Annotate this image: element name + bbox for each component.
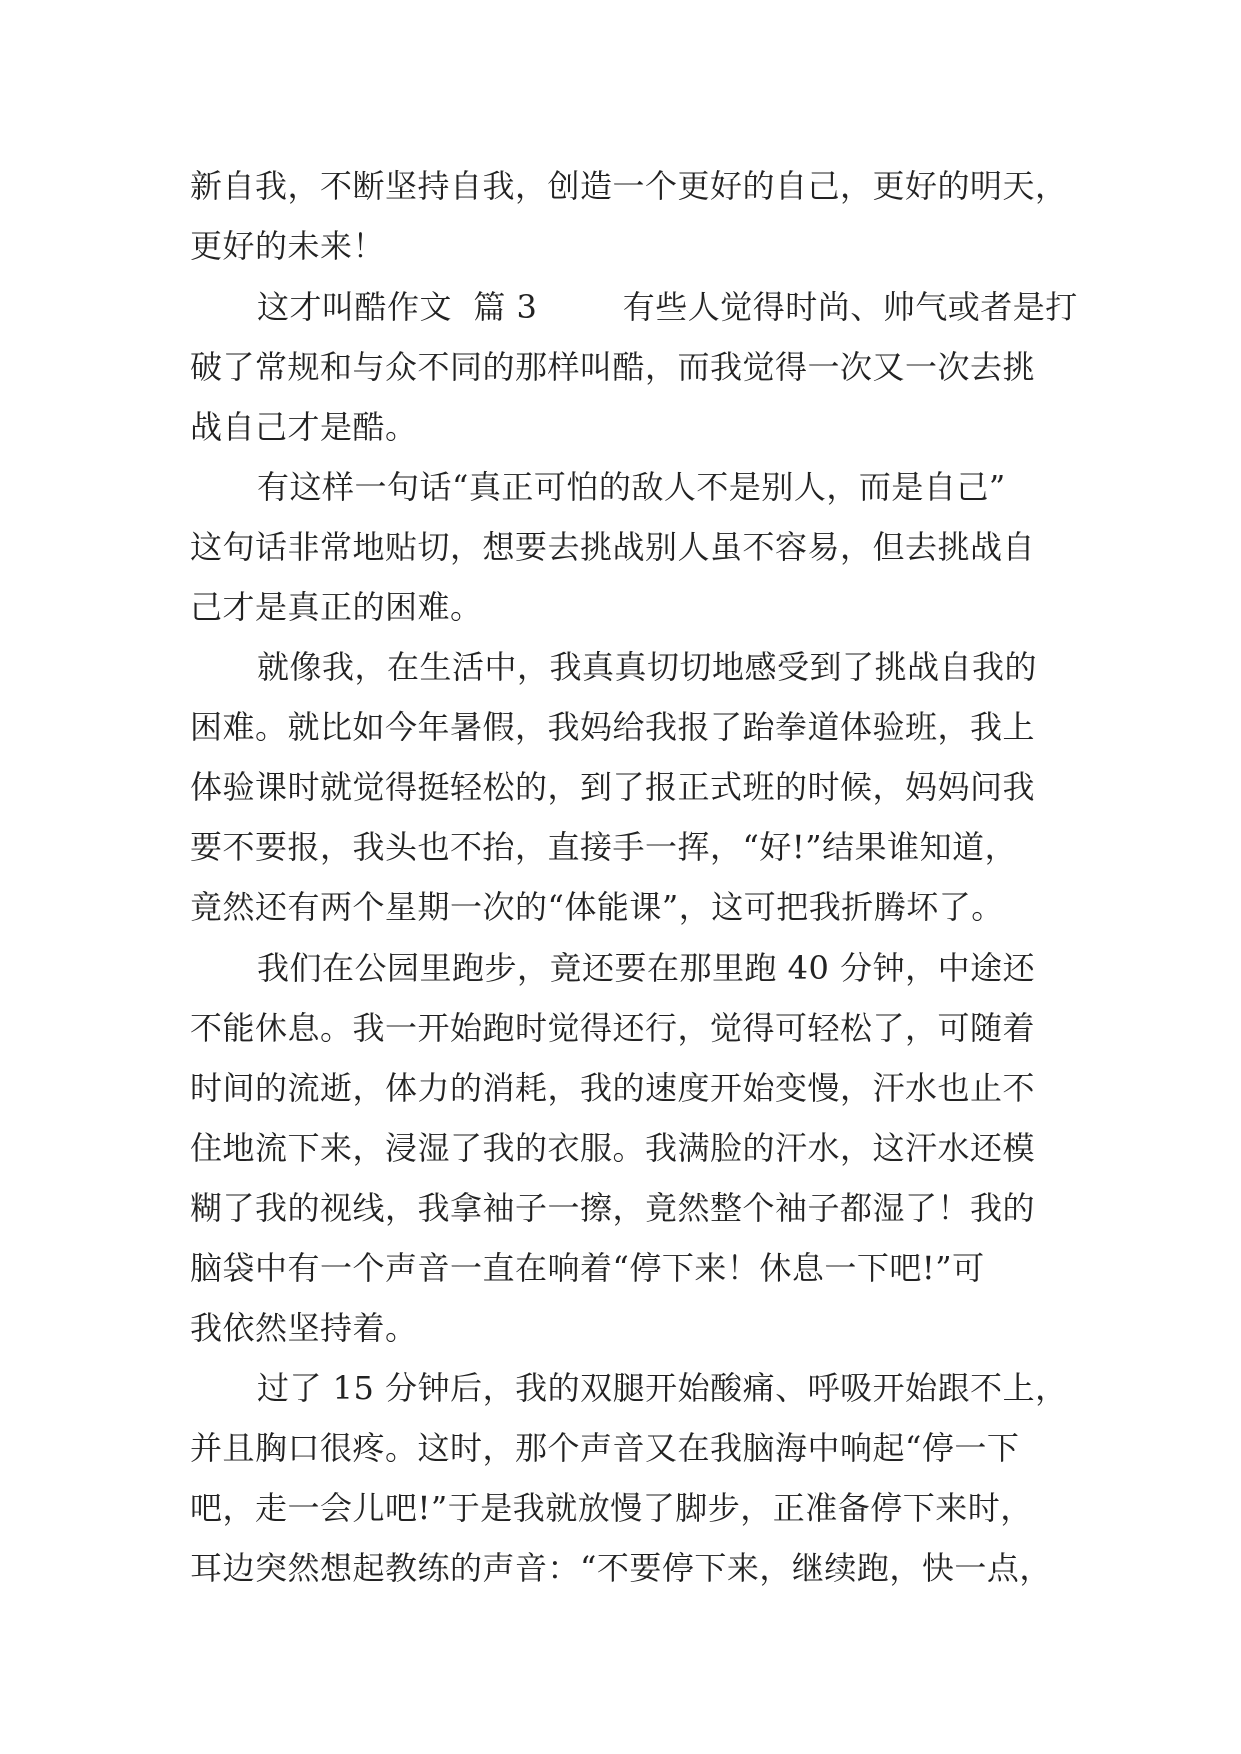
text-line: 这才叫酷作文 篇 3 有些人觉得时尚、帅气或者是打 — [257, 288, 1078, 326]
text-line: 吧，走一会儿吧!”于是我就放慢了脚步，正准备停下来时， — [190, 1489, 1033, 1527]
text-line: 不能休息。我一开始跑时觉得还行，觉得可轻松了，可随着 — [190, 1009, 1036, 1047]
text-line: 己才是真正的困难。 — [190, 588, 483, 626]
text-line: 竟然还有两个星期一次的“体能课”，这可把我折腾坏了。 — [190, 888, 1004, 926]
text-line: 困难。就比如今年暑假，我妈给我报了跆拳道体验班，我上 — [190, 708, 1036, 746]
text-line: 更好的未来！ — [190, 227, 386, 265]
text-line: 有这样一句话“真正可怕的敌人不是别人，而是自己” — [257, 468, 1006, 506]
text-line: 脑袋中有一个声音一直在响着“停下来！休息一下吧!”可 — [190, 1249, 985, 1287]
text-line: 破了常规和与众不同的那样叫酷，而我觉得一次又一次去挑 — [190, 348, 1036, 386]
text-line: 时间的流逝，体力的消耗，我的速度开始变慢，汗水也止不 — [190, 1069, 1036, 1107]
text-line: 就像我，在生活中，我真真切切地感受到了挑战自我的 — [257, 648, 1038, 686]
text-line: 我们在公园里跑步，竟还要在那里跑 40 分钟，中途还 — [257, 949, 1036, 987]
text-line: 糊了我的视线，我拿袖子一擦，竟然整个袖子都湿了！我的 — [190, 1189, 1036, 1227]
text-line: 这句话非常地贴切，想要去挑战别人虽不容易，但去挑战自 — [190, 528, 1036, 566]
text-line: 体验课时就觉得挺轻松的，到了报正式班的时候，妈妈问我 — [190, 768, 1036, 806]
text-line: 要不要报，我头也不抬，直接手一挥，“好!”结果谁知道， — [190, 828, 1018, 866]
text-line: 我依然坚持着。 — [190, 1309, 418, 1347]
text-line: 新自我，不断坚持自我，创造一个更好的自己，更好的明天， — [190, 167, 1068, 205]
text-line: 过了 15 分钟后，我的双腿开始酸痛、呼吸开始跟不上， — [257, 1369, 1068, 1407]
text-line: 耳边突然想起教练的声音：“不要停下来，继续跑，快一点， — [190, 1549, 1052, 1587]
text-line: 并且胸口很疼。这时，那个声音又在我脑海中响起“停一下 — [190, 1429, 1020, 1467]
text-line: 战自己才是酷。 — [190, 408, 418, 446]
text-line: 住地流下来，浸湿了我的衣服。我满脸的汗水，这汗水还模 — [190, 1129, 1036, 1167]
